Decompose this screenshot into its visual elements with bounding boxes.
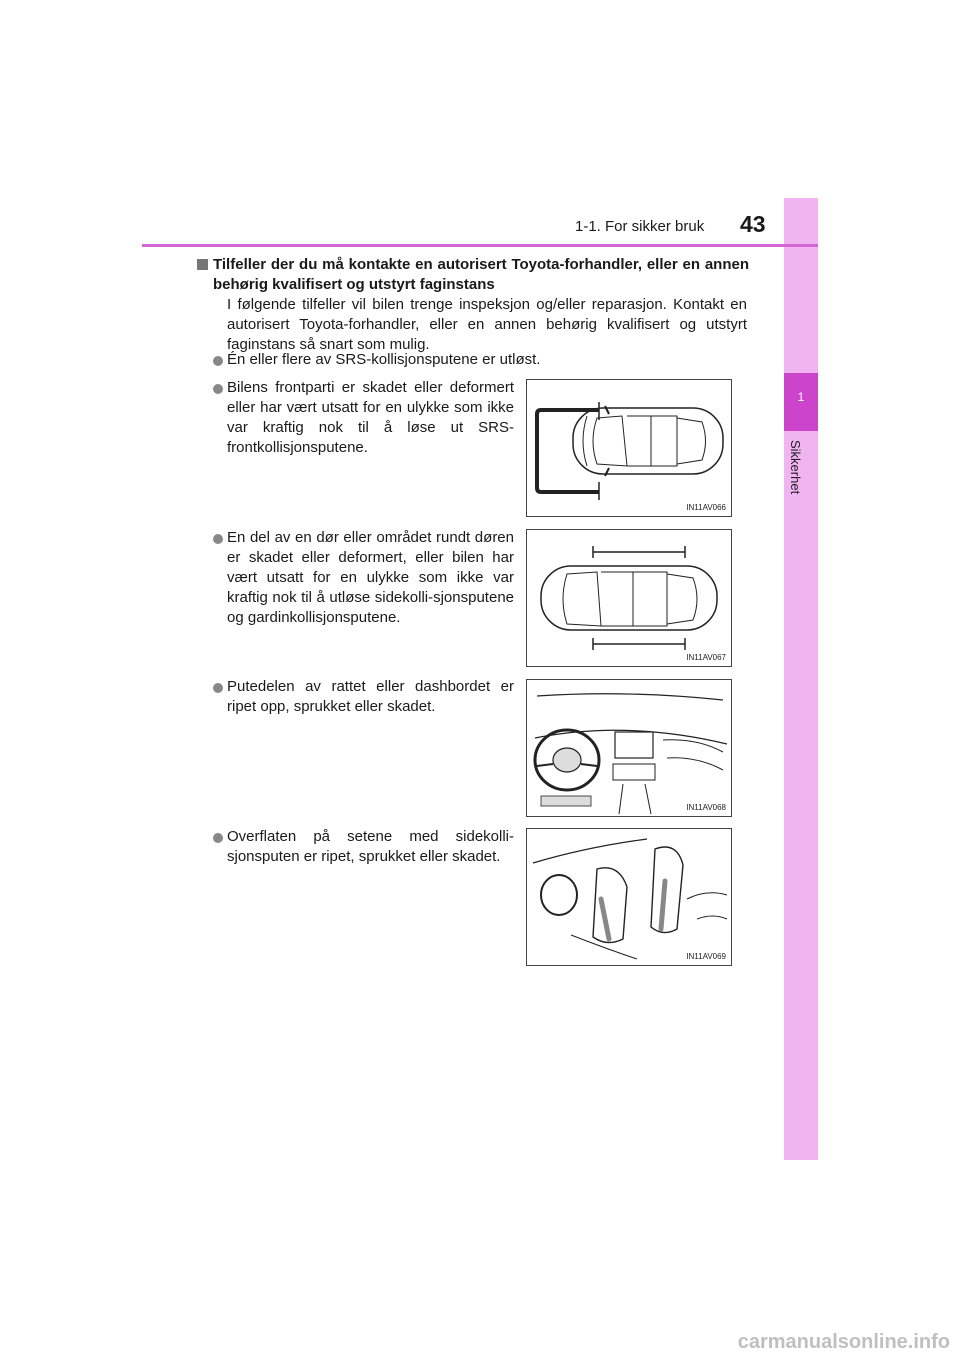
intro-paragraph: I følgende tilfeller vil bilen trenge inspeksjon og/eller reparasjon. Kontakt en autorisert Toyota-forhandler, eller en annen behørig kvalifisert og utstyrt faginstans så snart som mulig. <box>227 296 747 353</box>
steering-wheel-dashboard-illustration <box>527 680 731 816</box>
footer-watermark: carmanualsonline.info <box>737 1331 950 1353</box>
figure-seats <box>526 828 732 966</box>
bullet-item: Bilens frontparti er skadet eller deformert eller har vært utsatt for en ulykke som ikke var kraftig nok til å løse ut SRS-frontkollisjonsputene. <box>227 378 514 458</box>
chapter-number: 1 <box>797 390 805 404</box>
bullet-dot-icon <box>213 384 223 394</box>
bullet-item: En del av en dør eller området rundt døren er skadet eller deformert, eller bilen har vært utsatt for en ulykke som ikke var kraftig nok til å utløse sidekolli-sjonsputene og gardinkollisjonsputene. <box>227 528 514 628</box>
bullet-item: Én eller flere av SRS-kollisjonsputene er utløst. <box>227 350 747 370</box>
figure-front-damage <box>526 379 732 517</box>
bullet-dot-icon <box>213 683 223 693</box>
figure-label: IN11AV069 <box>686 952 726 961</box>
section-heading: Tilfeller der du må kontakte en autorisert Toyota-forhandler, eller en annen behørig kvalifisert og utstyrt faginstans <box>213 255 749 295</box>
page-number: 43 <box>740 211 766 237</box>
figure-dashboard <box>526 679 732 817</box>
bullet-item: Overflaten på setene med sidekolli-sjonsputen er ripet, sprukket eller skadet. <box>227 827 514 867</box>
car-top-view-side-illustration <box>527 530 731 666</box>
bullet-item: Putedelen av rattet eller dashbordet er ripet opp, sprukket eller skadet. <box>227 677 514 717</box>
figure-side-damage <box>526 529 732 667</box>
figure-label: IN11AV066 <box>686 503 726 512</box>
bullet-dot-icon <box>213 833 223 843</box>
figure-label: IN11AV068 <box>686 803 726 812</box>
square-bullet-icon <box>197 259 208 270</box>
chapter-side-tab <box>784 198 818 1160</box>
seat-side-airbag-illustration <box>527 829 731 965</box>
figure-label: IN11AV067 <box>686 653 726 662</box>
chapter-title: Sikkerhet <box>788 440 803 495</box>
car-top-view-front-illustration <box>527 380 731 516</box>
bullet-dot-icon <box>213 534 223 544</box>
bullet-dot-icon <box>213 356 223 366</box>
section-title: 1-1. For sikker bruk <box>575 218 705 235</box>
header-divider <box>142 244 818 247</box>
